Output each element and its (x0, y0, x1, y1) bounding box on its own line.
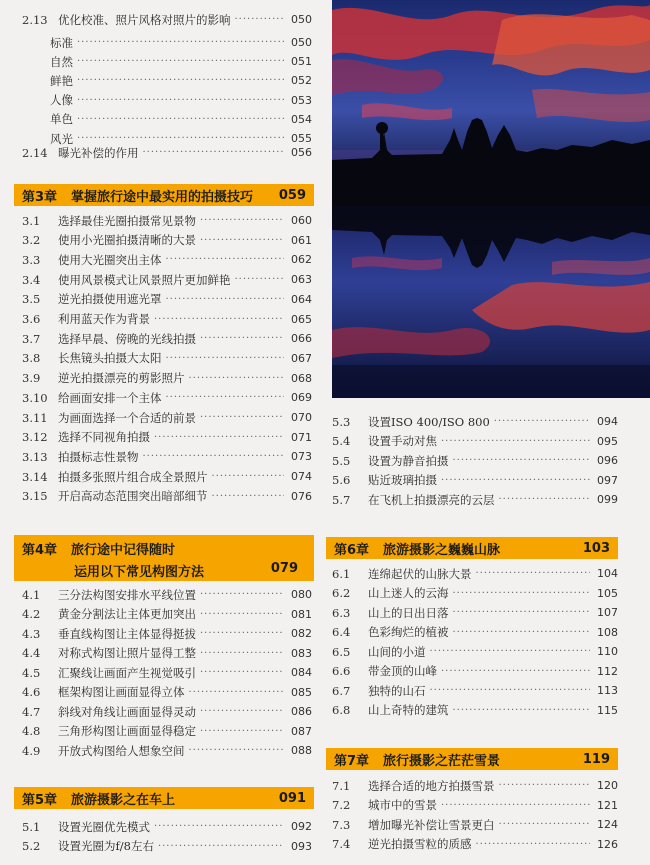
toc-entry-page: 085 (291, 685, 312, 699)
chapter4-header[interactable] (14, 535, 314, 581)
toc-entry-number: 3.9 (22, 371, 41, 386)
toc-entry-number: 7.2 (332, 798, 351, 812)
toc-entry[interactable] (22, 722, 312, 741)
chapter3-page: 059 (278, 187, 306, 203)
toc-entry-title: 使用风景模式让风景照片更加鲜艳 (58, 272, 231, 287)
toc-entry-page: 050 (291, 36, 312, 49)
toc-entry-number: 4.5 (22, 665, 41, 680)
leader-dots (212, 467, 285, 486)
toc-entry-page: 069 (291, 391, 312, 405)
toc-entry[interactable] (22, 290, 312, 309)
toc-entry-title: 三角形构图让画面显得稳定 (58, 724, 196, 738)
toc-entry-page: 083 (291, 646, 312, 660)
leader-dots (441, 471, 590, 490)
toc-entry-number: 7.3 (332, 817, 351, 832)
leader-dots (453, 701, 591, 720)
toc-entry-number: 3.10 (22, 390, 48, 405)
toc-entry-title: 选择合适的地方拍摄雪景 (368, 778, 495, 793)
chapter6-number: 第6章 (334, 542, 370, 558)
toc-entry-title: 使用大光圈突出主体 (58, 252, 162, 267)
toc-entry-title: 独特的山石 (368, 683, 426, 698)
toc-entry[interactable] (332, 815, 618, 834)
chapter6-header[interactable] (326, 537, 618, 559)
toc-entry-page: 056 (291, 146, 312, 159)
toc-entry[interactable] (22, 741, 312, 760)
toc-entry-title: 汇聚线让画面产生视觉吸引 (58, 665, 196, 680)
leader-dots (77, 52, 284, 71)
toc-entry-page: 104 (597, 567, 618, 580)
toc-entry-page: 062 (291, 253, 312, 267)
toc-entry-page: 108 (597, 625, 618, 639)
leader-dots (200, 722, 284, 741)
leader-dots (143, 143, 285, 162)
toc-entry-number: 5.3 (332, 414, 351, 429)
leader-dots (143, 447, 285, 466)
toc-entry-title: 标准 (50, 35, 73, 50)
leader-dots (453, 451, 591, 470)
toc-entry[interactable] (22, 428, 312, 447)
toc-entry[interactable] (332, 835, 618, 854)
toc-entry-title: 风光 (50, 131, 73, 146)
toc-entry-title: 增加曝光补偿让雪景更白 (368, 817, 495, 832)
toc-entry-title: 对称式构图让照片显得工整 (58, 646, 196, 660)
chapter3-header[interactable] (14, 184, 314, 206)
toc-entry-title: 设置光圈为f/8左右 (58, 839, 154, 853)
toc-entry-page: 064 (291, 292, 312, 306)
toc-entry[interactable] (22, 110, 312, 129)
toc-entry-title: 带金顶的山峰 (368, 664, 437, 678)
toc-entry-title: 给画面安排一个主体 (58, 390, 162, 405)
toc-entry-number: 3.2 (22, 233, 41, 248)
toc-entry-page: 068 (291, 371, 312, 385)
toc-entry-title: 选择不同视角拍摄 (58, 430, 150, 445)
toc-entry-page: 080 (291, 588, 312, 601)
toc-entry-number: 5.7 (332, 492, 351, 507)
toc-entry-number: 3.3 (22, 252, 41, 267)
leader-dots (77, 91, 284, 110)
toc-entry-page: 073 (291, 450, 312, 464)
toc-entry-number: 5.2 (22, 839, 41, 853)
leader-dots (441, 662, 590, 681)
toc-entry[interactable] (22, 817, 312, 836)
toc-entry-number: 3.4 (22, 272, 41, 287)
toc-entry-number: 5.6 (332, 473, 351, 488)
toc-entry[interactable] (22, 467, 312, 486)
toc-entry-title: 人像 (50, 93, 73, 108)
toc-entry-page: 070 (291, 411, 312, 424)
leader-dots (200, 663, 284, 682)
toc-entry[interactable] (22, 143, 312, 162)
toc-entry-title: 选择早晨、傍晚的光线拍摄 (58, 331, 196, 346)
toc-entry-title: 设置手动对焦 (368, 434, 437, 449)
toc-entry-title: 自然 (50, 54, 73, 69)
toc-entry-title: 设置ISO 400/ISO 800 (368, 414, 490, 429)
chapter4-page: 079 (270, 561, 298, 576)
chapter7-title: 旅行摄影之茫茫雪景 (383, 753, 501, 769)
toc-entry[interactable] (22, 702, 312, 721)
leader-dots (77, 71, 284, 90)
toc-entry-title: 鲜艳 (50, 73, 73, 88)
toc-entry[interactable] (22, 250, 312, 269)
toc-entry-page: 053 (291, 93, 312, 107)
toc-entry-title: 设置光圈优先模式 (58, 819, 150, 834)
toc-entry-page: 055 (291, 132, 312, 145)
leader-dots (154, 428, 284, 447)
toc-entry-number: 7.1 (332, 778, 351, 793)
toc-entry-number: 2.13 (22, 12, 48, 27)
toc-entry-title: 选择最佳光圈拍摄常见景物 (58, 213, 196, 228)
leader-dots (441, 796, 590, 815)
leader-dots (441, 432, 590, 451)
toc-entry-title: 贴近玻璃拍摄 (368, 473, 437, 488)
toc-entry[interactable] (22, 329, 312, 348)
leader-dots (200, 624, 284, 643)
leader-dots (494, 412, 590, 431)
toc-entry-number: 6.4 (332, 625, 351, 639)
toc-entry-page: 063 (291, 273, 312, 287)
toc-entry-title: 黄金分割法让主体更加突出 (58, 607, 196, 621)
toc-entry-page: 054 (291, 112, 312, 126)
toc-entry-title: 长焦镜头拍摄大太阳 (58, 351, 162, 366)
toc-entry-number: 6.1 (332, 566, 351, 581)
toc-entry-title: 斜线对角线让画面显得灵动 (58, 704, 196, 719)
leader-dots (189, 683, 285, 702)
leader-dots (77, 110, 284, 129)
leader-dots (154, 817, 284, 836)
toc-entry-number: 3.11 (22, 410, 48, 425)
toc-entry[interactable] (22, 408, 312, 427)
toc-entry-page: 126 (597, 837, 618, 851)
toc-entry-title: 框架构图让画面显得立体 (58, 685, 185, 699)
toc-entry-number: 3.8 (22, 351, 41, 366)
toc-entry-title: 曝光补偿的作用 (58, 145, 139, 160)
leader-dots (235, 270, 285, 289)
leader-dots (200, 211, 284, 230)
toc-entry-title: 连绵起伏的山脉大景 (368, 566, 472, 581)
toc-entry-title: 利用蓝天作为背景 (58, 312, 150, 326)
leader-dots (430, 681, 591, 700)
chapter4-title-line2: 运用以下常见构图方法 (74, 565, 205, 580)
toc-entry[interactable] (22, 310, 312, 329)
toc-entry[interactable] (22, 52, 312, 71)
toc-entry-page: 112 (597, 664, 618, 678)
chapter3-number: 第3章 (22, 189, 58, 205)
toc-entry-page: 050 (291, 13, 312, 26)
chapter6-title: 旅游摄影之巍巍山脉 (383, 542, 501, 558)
leader-dots (476, 835, 591, 854)
toc-entry-title: 城市中的雪景 (368, 798, 437, 812)
toc-entry-number: 3.6 (22, 312, 41, 326)
toc-entry-page: 066 (291, 332, 312, 346)
chapter7-page: 119 (582, 751, 610, 767)
chapter5-header[interactable] (14, 787, 314, 809)
toc-entry-title: 垂直线构图让主体显得挺拔 (58, 626, 196, 641)
toc-entry-number: 4.4 (22, 646, 41, 660)
chapter5-number: 第5章 (22, 792, 58, 808)
toc-entry-title: 山上奇特的建筑 (368, 703, 449, 717)
toc-entry-page: 124 (597, 818, 618, 831)
toc-entry[interactable] (22, 33, 312, 52)
chapter4-title-line1: 旅行途中记得随时 (71, 543, 176, 558)
chapter4-number: 第4章 (22, 543, 58, 558)
toc-entry[interactable] (332, 796, 618, 815)
leader-dots (200, 585, 284, 604)
toc-entry-title: 逆光拍摄雪粒的质感 (368, 837, 472, 851)
toc-entry[interactable] (22, 91, 312, 110)
toc-entry-number: 6.3 (332, 605, 351, 620)
toc-entry-number: 4.3 (22, 626, 41, 641)
toc-entry-page: 099 (597, 493, 618, 507)
leader-dots (166, 250, 285, 269)
toc-entry-page: 110 (597, 645, 618, 658)
toc-entry-number: 3.15 (22, 489, 48, 504)
toc-entry-title: 为画面选择一个合适的前景 (58, 410, 196, 425)
toc-entry-page: 052 (291, 74, 312, 88)
toc-entry-title: 山上的日出日落 (368, 605, 449, 620)
leader-dots (499, 776, 591, 795)
toc-entry[interactable] (22, 211, 312, 230)
toc-entry[interactable] (22, 663, 312, 682)
toc-entry[interactable] (332, 432, 618, 451)
toc-entry-page: 065 (291, 312, 312, 326)
toc-entry[interactable] (22, 644, 312, 663)
chapter7-header[interactable] (326, 748, 618, 770)
leader-dots (200, 644, 284, 663)
toc-entry[interactable] (22, 71, 312, 90)
leader-dots (77, 33, 284, 52)
chapter3-title: 掌握旅行途中最实用的拍摄技巧 (71, 189, 254, 205)
toc-entry[interactable] (22, 349, 312, 368)
toc-entry-page: 093 (291, 839, 312, 853)
toc-entry-number: 6.6 (332, 664, 351, 678)
toc-entry[interactable] (22, 837, 312, 856)
toc-entry-number: 4.6 (22, 685, 41, 699)
toc-entry[interactable] (22, 270, 312, 289)
toc-entry[interactable] (22, 487, 312, 506)
toc-entry[interactable] (332, 662, 618, 681)
leader-dots (453, 584, 591, 603)
toc-entry-number: 6.7 (332, 683, 351, 698)
toc-entry-title: 拍摄标志性景物 (58, 449, 139, 464)
toc-entry[interactable] (22, 369, 312, 388)
toc-entry[interactable] (22, 231, 312, 250)
toc-entry[interactable] (332, 471, 618, 490)
toc-entry-title: 山上迷人的云海 (368, 586, 449, 600)
chapter7-number: 第7章 (334, 753, 370, 769)
toc-entry[interactable] (332, 642, 618, 661)
toc-entry-title: 逆光拍摄漂亮的剪影照片 (58, 371, 185, 386)
leader-dots (158, 837, 284, 856)
toc-entry-title: 优化校准、照片风格对照片的影响 (58, 12, 231, 27)
toc-entry-page: 115 (597, 703, 618, 717)
toc-entry-number: 4.2 (22, 607, 41, 621)
toc-entry-page: 107 (597, 606, 618, 619)
toc-entry-number: 6.5 (332, 644, 351, 659)
leader-dots (476, 564, 591, 583)
toc-entry-number: 7.4 (332, 837, 351, 851)
toc-entry[interactable] (332, 412, 618, 431)
toc-entry-page: 120 (597, 779, 618, 792)
leader-dots (166, 388, 285, 407)
chapter5-page: 091 (278, 790, 306, 806)
toc-entry-number: 4.9 (22, 743, 41, 758)
toc-entry-page: 071 (291, 430, 312, 444)
toc-entry[interactable] (332, 451, 618, 470)
toc-entry-page: 067 (291, 351, 312, 365)
toc-entry-page: 061 (291, 233, 312, 247)
leader-dots (200, 408, 284, 427)
leader-dots (154, 310, 284, 329)
toc-entry-page: 092 (291, 820, 312, 833)
leader-dots (166, 290, 285, 309)
toc-entry-title: 设置为静音拍摄 (368, 453, 449, 468)
toc-entry-title: 色彩绚烂的植被 (368, 625, 449, 639)
toc-entry-page: 074 (291, 470, 312, 484)
toc-entry-number: 4.7 (22, 704, 41, 719)
toc-entry-page: 113 (597, 684, 618, 697)
leader-dots (499, 490, 591, 509)
leader-dots (166, 349, 285, 368)
toc-entry[interactable] (332, 681, 618, 700)
toc-entry[interactable] (332, 564, 618, 583)
toc-entry-title: 单色 (50, 112, 73, 127)
toc-entry-title: 三分法构图安排水平线位置 (58, 587, 196, 602)
toc-entry[interactable] (22, 10, 312, 29)
leader-dots (212, 487, 285, 506)
sunset-temple-photo (332, 0, 650, 398)
toc-entry-page: 084 (291, 666, 312, 679)
leader-dots (189, 741, 285, 760)
toc-entry-page: 076 (291, 489, 312, 503)
chapter5-title: 旅游摄影之在车上 (71, 792, 176, 808)
leader-dots (499, 815, 591, 834)
toc-entry-number: 5.4 (332, 434, 351, 449)
toc-entry[interactable] (22, 388, 312, 407)
toc-entry-number: 2.14 (22, 145, 48, 160)
toc-entry-page: 097 (597, 473, 618, 487)
toc-entry-number: 3.5 (22, 292, 41, 307)
toc-entry-title: 山间的小道 (368, 644, 426, 659)
toc-entry-page: 095 (597, 434, 618, 448)
toc-entry[interactable] (22, 585, 312, 604)
toc-entry-page: 051 (291, 55, 312, 69)
toc-entry[interactable] (22, 624, 312, 643)
toc-entry[interactable] (22, 605, 312, 624)
toc-entry-number: 3.14 (22, 469, 48, 484)
toc-entry[interactable] (332, 490, 618, 509)
toc-entry-number: 4.1 (22, 587, 41, 602)
chapter6-page: 103 (582, 540, 610, 556)
leader-dots (200, 605, 284, 624)
toc-entry-page: 094 (597, 415, 618, 428)
toc-entry-number: 5.5 (332, 453, 351, 468)
toc-entry[interactable] (22, 447, 312, 466)
toc-entry-number: 5.1 (22, 819, 41, 834)
toc-entry-page: 086 (291, 705, 312, 718)
toc-entry-title: 拍摄多张照片组合成全景照片 (58, 469, 208, 484)
leader-dots (200, 231, 284, 250)
toc-entry[interactable] (332, 584, 618, 603)
toc-entry-page: 087 (291, 724, 312, 738)
toc-entry-number: 4.8 (22, 724, 41, 738)
leader-dots (200, 702, 284, 721)
toc-entry-page: 082 (291, 627, 312, 640)
leader-dots (235, 10, 285, 29)
toc-entry-number: 3.1 (22, 213, 41, 228)
toc-entry[interactable] (332, 603, 618, 622)
toc-entry-title: 逆光拍摄使用遮光罩 (58, 292, 162, 307)
toc-entry[interactable] (332, 776, 618, 795)
leader-dots (453, 623, 591, 642)
leader-dots (430, 642, 591, 661)
toc-entry[interactable] (22, 683, 312, 702)
toc-entry-number: 3.12 (22, 430, 48, 445)
leader-dots (200, 329, 284, 348)
toc-entry-number: 3.7 (22, 331, 41, 346)
toc-entry-page: 105 (597, 586, 618, 600)
toc-entry-page: 096 (597, 454, 618, 468)
leader-dots (189, 369, 285, 388)
toc-entry-number: 6.2 (332, 586, 351, 600)
toc-entry[interactable] (332, 623, 618, 642)
toc-entry-title: 开启高动态范围突出暗部细节 (58, 489, 208, 504)
toc-entry-page: 060 (291, 214, 312, 227)
toc-entry-title: 使用小光圈拍摄清晰的大景 (58, 233, 196, 248)
toc-entry-page: 081 (291, 607, 312, 621)
toc-entry-number: 3.13 (22, 449, 48, 464)
toc-entry-page: 121 (597, 798, 618, 812)
toc-entry-number: 6.8 (332, 703, 351, 717)
toc-entry-title: 开放式构图给人想象空间 (58, 743, 185, 758)
toc-entry[interactable] (332, 701, 618, 720)
toc-entry-page: 088 (291, 744, 312, 757)
toc-entry-title: 在飞机上拍摄漂亮的云层 (368, 492, 495, 507)
leader-dots (453, 603, 591, 622)
